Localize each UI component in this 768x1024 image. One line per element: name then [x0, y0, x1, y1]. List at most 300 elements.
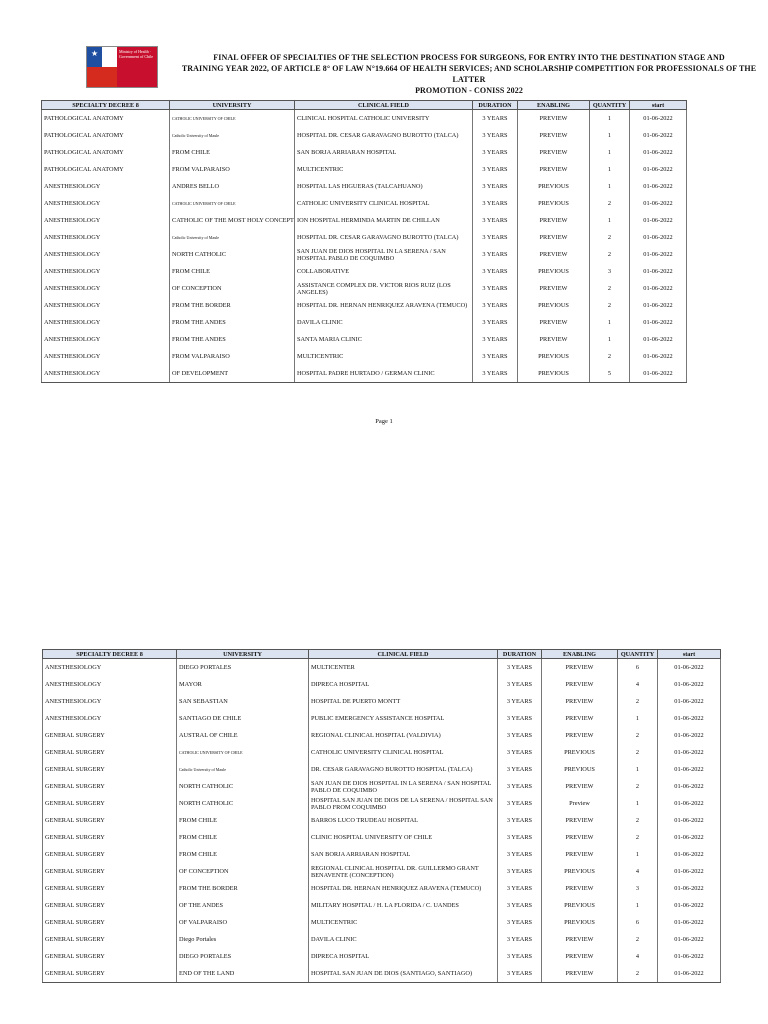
- university-cell: CATHOLIC UNIVERSITY OF CHILE: [170, 195, 295, 212]
- specialty-cell: PATHOLOGICAL ANATOMY: [42, 110, 170, 128]
- clinical-field-cell: HOSPITAL PADRE HURTADO / GERMAN CLINIC: [295, 365, 473, 383]
- enabling-cell: PREVIOUS: [542, 744, 618, 761]
- enabling-cell: PREVIOUS: [518, 178, 590, 195]
- clinical-field-cell: DR. CESAR GARAVAGNO BUROTTO HOSPITAL (TALCA): [309, 761, 498, 778]
- quantity-cell: 1: [590, 314, 630, 331]
- start-cell: 01-06-2022: [658, 710, 721, 727]
- duration-cell: 3 YEARS: [473, 246, 518, 263]
- table-row: [42, 263, 687, 280]
- specialty-cell: PATHOLOGICAL ANATOMY: [42, 127, 170, 144]
- start-cell: 01-06-2022: [630, 331, 687, 348]
- enabling-cell: PREVIEW: [542, 693, 618, 710]
- specialty-cell: GENERAL SURGERY: [43, 931, 177, 948]
- duration-cell: 3 YEARS: [498, 965, 542, 983]
- specialty-cell: GENERAL SURGERY: [43, 863, 177, 880]
- clinical-field-cell: HOSPITAL SAN JUAN DE DIOS (SANTIAGO, SANTIAGO): [309, 965, 498, 983]
- university-cell: OF CONCEPTION: [177, 863, 309, 880]
- quantity-cell: 2: [618, 829, 658, 846]
- quantity-cell: 1: [618, 897, 658, 914]
- table-header-row: [43, 650, 721, 659]
- quantity-cell: 4: [618, 863, 658, 880]
- enabling-cell: PREVIEW: [542, 727, 618, 744]
- start-cell: 01-06-2022: [630, 365, 687, 383]
- duration-cell: 3 YEARS: [473, 297, 518, 314]
- clinical-field-cell: MULTICENTRIC: [295, 161, 473, 178]
- start-cell: 01-06-2022: [658, 744, 721, 761]
- quantity-cell: 1: [590, 178, 630, 195]
- start-cell: 01-06-2022: [658, 676, 721, 693]
- table-body: [42, 110, 687, 383]
- duration-cell: 3 YEARS: [473, 331, 518, 348]
- quantity-cell: 6: [618, 914, 658, 931]
- table-row: [42, 212, 687, 229]
- enabling-cell: PREVIEW: [518, 246, 590, 263]
- clinical-field-cell: MILITARY HOSPITAL / H. LA FLORIDA / C. UANDES: [309, 897, 498, 914]
- quantity-cell: 2: [590, 297, 630, 314]
- enabling-cell: Preview: [542, 795, 618, 812]
- enabling-cell: PREVIEW: [518, 144, 590, 161]
- start-cell: 01-06-2022: [658, 931, 721, 948]
- specialty-cell: GENERAL SURGERY: [43, 761, 177, 778]
- specialty-cell: GENERAL SURGERY: [43, 812, 177, 829]
- duration-cell: 3 YEARS: [498, 846, 542, 863]
- enabling-cell: PREVIOUS: [518, 365, 590, 383]
- duration-cell: 3 YEARS: [473, 229, 518, 246]
- chile-flag-icon: [87, 47, 117, 87]
- quantity-cell: 2: [618, 931, 658, 948]
- specialty-cell: GENERAL SURGERY: [43, 795, 177, 812]
- start-cell: 01-06-2022: [658, 880, 721, 897]
- specialty-header: SPECIALTY DECREE 8: [43, 650, 177, 659]
- table-row: [43, 846, 721, 863]
- enabling-cell: PREVIEW: [542, 880, 618, 897]
- specialty-cell: ANESTHESIOLOGY: [42, 246, 170, 263]
- quantity-cell: 1: [590, 331, 630, 348]
- table-row: [43, 863, 721, 880]
- specialty-cell: ANESTHESIOLOGY: [43, 676, 177, 693]
- table-row: [43, 931, 721, 948]
- duration-cell: 3 YEARS: [498, 710, 542, 727]
- quantity-cell: 1: [590, 161, 630, 178]
- specialty-cell: PATHOLOGICAL ANATOMY: [42, 161, 170, 178]
- enabling-cell: PREVIOUS: [518, 195, 590, 212]
- enabling-cell: PREVIOUS: [542, 914, 618, 931]
- clinical-field-header: CLINICAL FIELD: [295, 101, 473, 110]
- table-row: [43, 914, 721, 931]
- university-cell: FROM THE BORDER: [177, 880, 309, 897]
- table-row: [42, 331, 687, 348]
- clinical-field-cell: HOSPITAL SAN JUAN DE DIOS DE LA SERENA / HOSPITAL SAN PABLO FROM COQUIMBO: [309, 795, 498, 812]
- clinical-field-cell: SANTA MARIA CLINIC: [295, 331, 473, 348]
- start-cell: 01-06-2022: [630, 246, 687, 263]
- specialty-cell: GENERAL SURGERY: [43, 744, 177, 761]
- title-line: FINAL OFFER OF SPECIALTIES OF THE SELECTION PROCESS FOR SURGEONS, FOR ENTRY INTO THE DESTINATION STAGE AND: [213, 53, 725, 62]
- start-cell: 01-06-2022: [658, 693, 721, 710]
- start-cell: 01-06-2022: [630, 229, 687, 246]
- university-header: UNIVERSITY: [170, 101, 295, 110]
- university-cell: Catholic University of Maule: [170, 229, 295, 246]
- enabling-cell: PREVIOUS: [518, 263, 590, 280]
- quantity-cell: 1: [618, 710, 658, 727]
- enabling-cell: PREVIEW: [542, 846, 618, 863]
- start-cell: 01-06-2022: [630, 110, 687, 128]
- university-cell: NORTH CATHOLIC: [177, 795, 309, 812]
- clinical-field-header: CLINICAL FIELD: [309, 650, 498, 659]
- clinical-field-cell: PUBLIC EMERGENCY ASSISTANCE HOSPITAL: [309, 710, 498, 727]
- university-cell: Diego Portales: [177, 931, 309, 948]
- university-cell: FROM VALPARAISO: [170, 348, 295, 365]
- start-cell: 01-06-2022: [630, 195, 687, 212]
- table-row: [43, 744, 721, 761]
- start-cell: 01-06-2022: [658, 659, 721, 677]
- table-row: [42, 229, 687, 246]
- quantity-cell: 2: [618, 812, 658, 829]
- enabling-cell: PREVIEW: [542, 829, 618, 846]
- table-body: [43, 659, 721, 983]
- specialty-cell: GENERAL SURGERY: [43, 948, 177, 965]
- university-cell: FROM CHILE: [170, 144, 295, 161]
- specialty-cell: ANESTHESIOLOGY: [42, 280, 170, 297]
- enabling-cell: PREVIEW: [542, 676, 618, 693]
- start-cell: 01-06-2022: [658, 897, 721, 914]
- duration-cell: 3 YEARS: [498, 931, 542, 948]
- table-row: [43, 795, 721, 812]
- table-row: [42, 280, 687, 297]
- table-header-row: [42, 101, 687, 110]
- enabling-header: ENABLING: [542, 650, 618, 659]
- university-cell: FROM THE ANDES: [170, 314, 295, 331]
- specialty-header: SPECIALTY DECREE 8: [42, 101, 170, 110]
- university-cell: FROM CHILE: [170, 263, 295, 280]
- specialty-cell: GENERAL SURGERY: [43, 965, 177, 983]
- duration-cell: 3 YEARS: [473, 144, 518, 161]
- enabling-cell: PREVIEW: [518, 161, 590, 178]
- duration-cell: 3 YEARS: [473, 178, 518, 195]
- university-cell: OF DEVELOPMENT: [170, 365, 295, 383]
- clinical-field-cell: MULTICENTER: [309, 659, 498, 677]
- duration-cell: 3 YEARS: [498, 897, 542, 914]
- clinical-field-cell: ASSISTANCE COMPLEX DR. VICTOR RIOS RUIZ (LOS ANGELES): [295, 280, 473, 297]
- specialty-cell: GENERAL SURGERY: [43, 846, 177, 863]
- enabling-cell: PREVIEW: [518, 127, 590, 144]
- quantity-cell: 2: [618, 778, 658, 795]
- duration-cell: 3 YEARS: [498, 829, 542, 846]
- duration-cell: 3 YEARS: [473, 195, 518, 212]
- page-number: Page 1: [375, 418, 393, 425]
- table-row: [43, 693, 721, 710]
- specialty-cell: ANESTHESIOLOGY: [43, 710, 177, 727]
- enabling-cell: PREVIEW: [518, 314, 590, 331]
- table-row: [42, 365, 687, 383]
- quantity-cell: 2: [618, 727, 658, 744]
- clinical-field-cell: BARROS LUCO TRUDEAU HOSPITAL: [309, 812, 498, 829]
- clinical-field-cell: HOSPITAL DR. CESAR GARAVAGNO BUROTTO (TALCA): [295, 127, 473, 144]
- clinical-field-cell: SAN JUAN DE DIOS HOSPITAL IN LA SERENA / SAN HOSPITAL PABLO DE COQUIMBO: [309, 778, 498, 795]
- clinical-field-cell: DIPRECA HOSPITAL: [309, 948, 498, 965]
- university-cell: NORTH CATHOLIC: [170, 246, 295, 263]
- university-cell: FROM CHILE: [177, 846, 309, 863]
- start-cell: 01-06-2022: [658, 829, 721, 846]
- table-row: [42, 144, 687, 161]
- quantity-cell: 1: [618, 846, 658, 863]
- table-row: [42, 246, 687, 263]
- university-cell: FROM THE BORDER: [170, 297, 295, 314]
- enabling-cell: PREVIOUS: [542, 897, 618, 914]
- start-cell: 01-06-2022: [630, 263, 687, 280]
- university-cell: NORTH CATHOLIC: [177, 778, 309, 795]
- table-row: [43, 880, 721, 897]
- enabling-cell: PREVIEW: [518, 229, 590, 246]
- clinical-field-cell: HOSPITAL DE PUERTO MONTT: [309, 693, 498, 710]
- quantity-cell: 5: [590, 365, 630, 383]
- title-line: TRAINING YEAR 2022, OF ARTICLE 8° OF LAW N°19.664 OF HEALTH SERVICES; AND SCHOLARSHIP COMPETITION FOR PROFESSIONALS OF THE LATTER: [181, 64, 757, 84]
- start-cell: 01-06-2022: [630, 161, 687, 178]
- quantity-cell: 4: [618, 676, 658, 693]
- specialty-cell: PATHOLOGICAL ANATOMY: [42, 144, 170, 161]
- clinical-field-cell: SAN BORJA ARRIARAN HOSPITAL: [309, 846, 498, 863]
- quantity-cell: 2: [590, 348, 630, 365]
- quantity-header: QUANTITY: [618, 650, 658, 659]
- university-cell: SANTIAGO DE CHILE: [177, 710, 309, 727]
- title-line: PROMOTION - CONISS 2022: [415, 86, 523, 95]
- university-cell: FROM CHILE: [177, 829, 309, 846]
- clinical-field-cell: CLINIC HOSPITAL UNIVERSITY OF CHILE: [309, 829, 498, 846]
- university-cell: FROM THE ANDES: [170, 331, 295, 348]
- duration-cell: 3 YEARS: [498, 948, 542, 965]
- quantity-cell: 2: [590, 195, 630, 212]
- specialty-cell: ANESTHESIOLOGY: [42, 297, 170, 314]
- university-cell: Catholic University of Maule: [177, 761, 309, 778]
- logo-text: Ministry of Health · Government of Chile: [117, 47, 157, 87]
- enabling-cell: PREVIEW: [518, 110, 590, 128]
- duration-cell: 3 YEARS: [498, 659, 542, 677]
- start-cell: 01-06-2022: [630, 348, 687, 365]
- duration-cell: 3 YEARS: [473, 110, 518, 128]
- specialty-cell: ANESTHESIOLOGY: [42, 314, 170, 331]
- quantity-cell: 2: [590, 246, 630, 263]
- quantity-cell: 1: [618, 761, 658, 778]
- specialty-cell: GENERAL SURGERY: [43, 829, 177, 846]
- university-cell: CATHOLIC OF THE MOST HOLY CONCEPT: [170, 212, 295, 229]
- quantity-cell: 6: [618, 659, 658, 677]
- university-cell: ANDRES BELLO: [170, 178, 295, 195]
- duration-cell: 3 YEARS: [473, 161, 518, 178]
- table-row: [43, 676, 721, 693]
- university-cell: FROM CHILE: [177, 812, 309, 829]
- table-row: [43, 812, 721, 829]
- specialty-cell: GENERAL SURGERY: [43, 880, 177, 897]
- enabling-cell: PREVIOUS: [518, 297, 590, 314]
- table-row: [43, 659, 721, 677]
- university-cell: OF VALPARAISO: [177, 914, 309, 931]
- quantity-cell: 2: [618, 965, 658, 983]
- duration-cell: 3 YEARS: [498, 727, 542, 744]
- start-cell: 01-06-2022: [658, 948, 721, 965]
- specialty-cell: ANESTHESIOLOGY: [43, 693, 177, 710]
- quantity-header: QUANTITY: [590, 101, 630, 110]
- clinical-field-cell: ION HOSPITAL HERMINDA MARTIN DE CHILLAN: [295, 212, 473, 229]
- duration-cell: 3 YEARS: [498, 914, 542, 931]
- university-cell: DIEGO PORTALES: [177, 948, 309, 965]
- duration-cell: 3 YEARS: [498, 795, 542, 812]
- start-cell: 01-06-2022: [658, 795, 721, 812]
- enabling-cell: PREVIEW: [542, 778, 618, 795]
- university-cell: CATHOLIC UNIVERSITY OF CHILE: [177, 744, 309, 761]
- specialty-cell: GENERAL SURGERY: [43, 914, 177, 931]
- quantity-cell: 2: [618, 744, 658, 761]
- enabling-cell: PREVIOUS: [542, 761, 618, 778]
- start-cell: 01-06-2022: [630, 212, 687, 229]
- university-cell: Catholic University of Maule: [170, 127, 295, 144]
- start-cell: 01-06-2022: [658, 727, 721, 744]
- start-cell: 01-06-2022: [630, 297, 687, 314]
- enabling-cell: PREVIEW: [542, 659, 618, 677]
- start-cell: 01-06-2022: [658, 965, 721, 983]
- table-row: [42, 297, 687, 314]
- clinical-field-cell: DAVILA CLINIC: [295, 314, 473, 331]
- specialty-cell: ANESTHESIOLOGY: [42, 365, 170, 383]
- table-row: [43, 727, 721, 744]
- clinical-field-cell: HOSPITAL DR. HERNAN HENRIQUEZ ARAVENA (TEMUCO): [295, 297, 473, 314]
- duration-cell: 3 YEARS: [498, 863, 542, 880]
- duration-cell: 3 YEARS: [473, 365, 518, 383]
- duration-cell: 3 YEARS: [498, 693, 542, 710]
- specialty-cell: GENERAL SURGERY: [43, 897, 177, 914]
- clinical-field-cell: SAN BORJA ARRIARAN HOSPITAL: [295, 144, 473, 161]
- start-cell: 01-06-2022: [658, 914, 721, 931]
- start-cell: 01-06-2022: [630, 280, 687, 297]
- enabling-cell: PREVIEW: [542, 710, 618, 727]
- document-title: [170, 52, 768, 96]
- quantity-cell: 4: [618, 948, 658, 965]
- specialties-table-page2: [42, 649, 721, 983]
- specialty-cell: ANESTHESIOLOGY: [42, 348, 170, 365]
- start-cell: 01-06-2022: [658, 812, 721, 829]
- start-cell: 01-06-2022: [630, 144, 687, 161]
- start-cell: 01-06-2022: [630, 314, 687, 331]
- quantity-cell: 2: [590, 229, 630, 246]
- duration-cell: 3 YEARS: [498, 676, 542, 693]
- clinical-field-cell: MULTICENTRIC: [295, 348, 473, 365]
- quantity-cell: 1: [590, 212, 630, 229]
- clinical-field-cell: HOSPITAL DR. HERNAN HENRIQUEZ ARAVENA (TEMUCO): [309, 880, 498, 897]
- enabling-cell: PREVIEW: [542, 812, 618, 829]
- university-cell: SAN SEBASTIAN: [177, 693, 309, 710]
- duration-cell: 3 YEARS: [473, 127, 518, 144]
- clinical-field-cell: HOSPITAL DR. CESAR GARAVAGNO BUROTTO (TALCA): [295, 229, 473, 246]
- table-row: [43, 778, 721, 795]
- specialties-table-page1: [41, 100, 687, 383]
- table-row: [43, 829, 721, 846]
- clinical-field-cell: COLLABORATIVE: [295, 263, 473, 280]
- enabling-cell: PREVIEW: [542, 965, 618, 983]
- clinical-field-cell: CLINICAL HOSPITAL CATHOLIC UNIVERSITY: [295, 110, 473, 128]
- start-cell: 01-06-2022: [658, 846, 721, 863]
- quantity-cell: 1: [590, 127, 630, 144]
- university-cell: FROM VALPARAISO: [170, 161, 295, 178]
- duration-cell: 3 YEARS: [498, 778, 542, 795]
- table-row: [42, 348, 687, 365]
- duration-cell: 3 YEARS: [498, 880, 542, 897]
- clinical-field-cell: DAVILA CLINIC: [309, 931, 498, 948]
- clinical-field-cell: DIPRECA HOSPITAL: [309, 676, 498, 693]
- quantity-cell: 1: [618, 795, 658, 812]
- quantity-cell: 2: [590, 280, 630, 297]
- clinical-field-cell: MULTICENTRIC: [309, 914, 498, 931]
- quantity-cell: 1: [590, 110, 630, 128]
- enabling-cell: PREVIOUS: [518, 348, 590, 365]
- start-cell: 01-06-2022: [658, 761, 721, 778]
- clinical-field-cell: HOSPITAL LAS HIGUERAS (TALCAHUANO): [295, 178, 473, 195]
- enabling-cell: PREVIOUS: [542, 863, 618, 880]
- enabling-cell: PREVIEW: [542, 931, 618, 948]
- university-cell: OF THE ANDES: [177, 897, 309, 914]
- enabling-cell: PREVIEW: [542, 948, 618, 965]
- quantity-cell: 2: [618, 693, 658, 710]
- duration-cell: 3 YEARS: [498, 812, 542, 829]
- specialty-cell: ANESTHESIOLOGY: [42, 263, 170, 280]
- table-row: [42, 195, 687, 212]
- start-header: start: [658, 650, 721, 659]
- duration-cell: 3 YEARS: [473, 348, 518, 365]
- quantity-cell: 3: [618, 880, 658, 897]
- university-cell: DIEGO PORTALES: [177, 659, 309, 677]
- specialty-cell: GENERAL SURGERY: [43, 727, 177, 744]
- enabling-cell: PREVIEW: [518, 212, 590, 229]
- clinical-field-cell: CATHOLIC UNIVERSITY CLINICAL HOSPITAL: [295, 195, 473, 212]
- clinical-field-cell: REGIONAL CLINICAL HOSPITAL DR. GUILLERMO GRANT BENAVENTE (CONCEPTION): [309, 863, 498, 880]
- enabling-header: ENABLING: [518, 101, 590, 110]
- enabling-cell: PREVIEW: [518, 331, 590, 348]
- university-cell: CATHOLIC UNIVERSITY OF CHILE: [170, 110, 295, 128]
- duration-cell: 3 YEARS: [473, 263, 518, 280]
- table-row: [42, 127, 687, 144]
- ministry-logo: [86, 46, 158, 88]
- duration-header: DURATION: [498, 650, 542, 659]
- university-cell: END OF THE LAND: [177, 965, 309, 983]
- table-row: [42, 314, 687, 331]
- university-cell: MAYOR: [177, 676, 309, 693]
- duration-cell: 3 YEARS: [473, 212, 518, 229]
- start-cell: 01-06-2022: [658, 778, 721, 795]
- specialty-cell: ANESTHESIOLOGY: [42, 195, 170, 212]
- duration-cell: 3 YEARS: [498, 744, 542, 761]
- quantity-cell: 3: [590, 263, 630, 280]
- specialty-cell: ANESTHESIOLOGY: [42, 331, 170, 348]
- specialty-cell: GENERAL SURGERY: [43, 778, 177, 795]
- start-cell: 01-06-2022: [630, 178, 687, 195]
- specialty-cell: ANESTHESIOLOGY: [42, 178, 170, 195]
- specialty-cell: ANESTHESIOLOGY: [42, 212, 170, 229]
- university-cell: AUSTRAL OF CHILE: [177, 727, 309, 744]
- table-row: [43, 897, 721, 914]
- duration-cell: 3 YEARS: [473, 314, 518, 331]
- table-row: [42, 161, 687, 178]
- clinical-field-cell: REGIONAL CLINICAL HOSPITAL (VALDIVIA): [309, 727, 498, 744]
- quantity-cell: 1: [590, 144, 630, 161]
- start-cell: 01-06-2022: [658, 863, 721, 880]
- clinical-field-cell: CATHOLIC UNIVERSITY CLINICAL HOSPITAL: [309, 744, 498, 761]
- duration-header: DURATION: [473, 101, 518, 110]
- table-row: [43, 965, 721, 983]
- start-header: start: [630, 101, 687, 110]
- table-row: [42, 110, 687, 128]
- specialty-cell: ANESTHESIOLOGY: [42, 229, 170, 246]
- duration-cell: 3 YEARS: [473, 280, 518, 297]
- clinical-field-cell: SAN JUAN DE DIOS HOSPITAL IN LA SERENA / SAN HOSPITAL PABLO DE COQUIMBO: [295, 246, 473, 263]
- table-row: [43, 948, 721, 965]
- table-row: [43, 761, 721, 778]
